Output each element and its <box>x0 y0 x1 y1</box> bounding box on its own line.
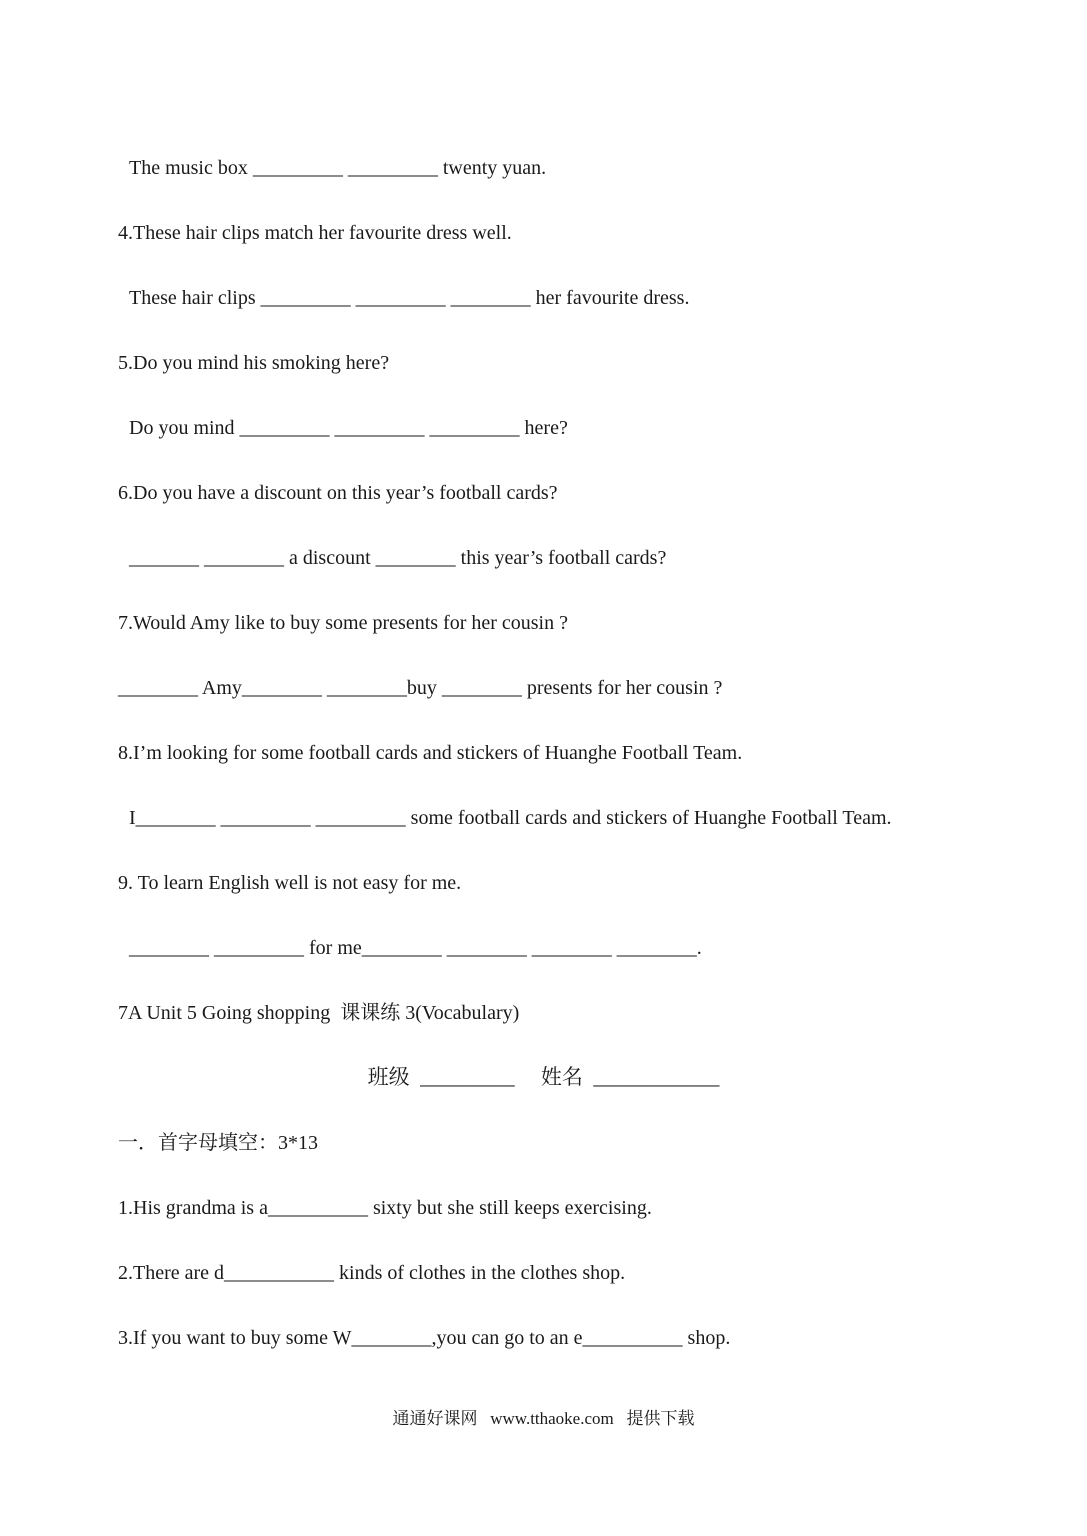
question-7: 7.Would Amy like to buy some presents for her cousin ? <box>118 612 568 634</box>
vocab-question-2: 2.There are d___________ kinds of clothes in the clothes shop. <box>118 1262 626 1284</box>
vocab-question-3: 3.If you want to buy some W________,you can go to an e__________ shop. <box>118 1327 731 1349</box>
question-6: 6.Do you have a discount on this year’s football cards? <box>118 482 558 504</box>
question-4: 4.These hair clips match her favourite dress well. <box>118 222 512 244</box>
ans-6-line: _______ ________ a discount ________ this year’s football cards? <box>129 547 667 569</box>
unit-title: 7A Unit 5 Going shopping 课课练 3(Vocabulary) <box>118 1002 520 1024</box>
section-heading: 一．首字母填空：3*13 <box>118 1132 318 1154</box>
page-footer: 通通好课网 www.tthaoke.com 提供下载 <box>392 1409 695 1428</box>
question-5: 5.Do you mind his smoking here? <box>118 352 390 374</box>
vocab-question-1: 1.His grandma is a__________ sixty but she still keeps exercising. <box>118 1197 652 1219</box>
class-name-row: 班级 _________ 姓名 ____________ <box>367 1065 720 1089</box>
ans-9-line: ________ _________ for me________ ________ ________ ________. <box>129 937 702 959</box>
ans-5-line: Do you mind _________ _________ _________ here? <box>129 417 568 439</box>
ans-8-line: I________ _________ _________ some football cards and stickers of Huanghe Football Team. <box>129 807 892 829</box>
ans-4-line: These hair clips _________ _________ ________ her favourite dress. <box>129 287 690 309</box>
question-8: 8.I’m looking for some football cards and stickers of Huanghe Football Team. <box>118 742 743 764</box>
ans-7-line: ________ Amy________ ________buy ________ presents for her cousin ? <box>118 677 723 699</box>
ans-3-line: The music box _________ _________ twenty yuan. <box>129 157 547 179</box>
question-9: 9. To learn English well is not easy for me. <box>118 872 462 894</box>
